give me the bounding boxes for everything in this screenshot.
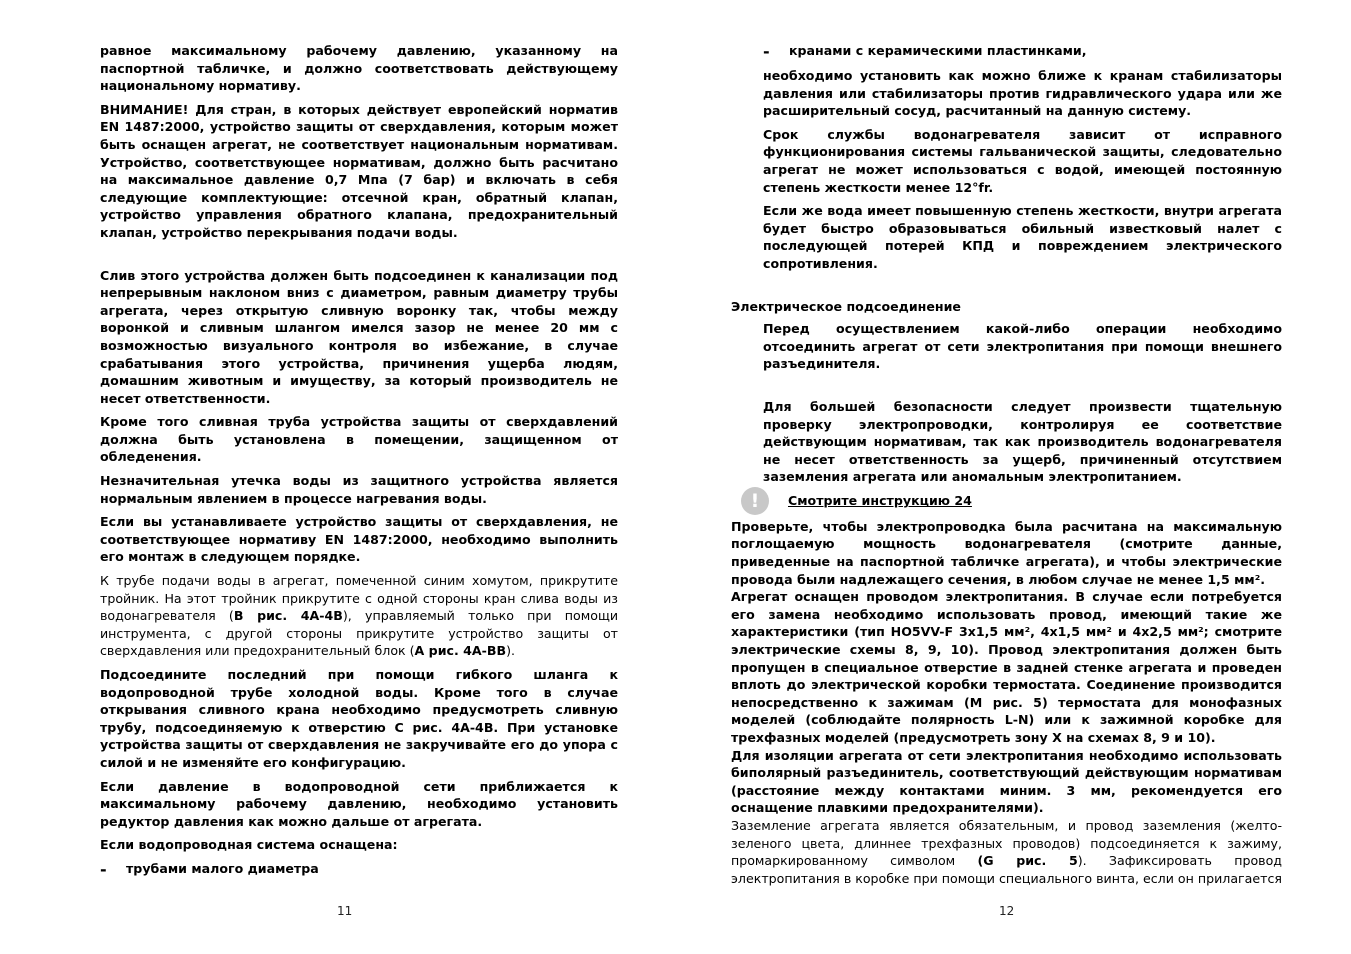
list-item-text: трубами малого диаметра bbox=[126, 860, 319, 876]
spacer bbox=[731, 373, 1282, 398]
spacer bbox=[731, 273, 1282, 298]
paragraph-hard-water: Если же вода имеет повышенную степень жесткости, внутри агрегата будет быстро образовываться обильный известковый налет с последующей потерей КПД и повреждением электрического сопротивления. bbox=[763, 203, 1282, 271]
exclamation-icon: ! bbox=[741, 487, 769, 515]
paragraph-check-wiring: Проверьте, чтобы электропроводка была расчитана на максимальную поглощаемую мощность водонагревателя (смотрите данные, приведенные на паспортной табличке агрегата), и чтобы электрические провода были надлежащего сечения, в любом случае не менее 1,5 мм². bbox=[731, 518, 1282, 587]
warning-row bbox=[741, 487, 1282, 515]
figure-ref-b: В рис. 4А-4В bbox=[233, 608, 343, 624]
paragraph-drain-pipe-frost: Кроме того сливная труба устройства защиты от сверхдавлений должна быть установлена в помещении, защищенном от обледенения. bbox=[100, 414, 618, 465]
figure-ref-a: А рис. 4А-ВВ bbox=[414, 643, 507, 659]
paragraph-pressure-reducer: Если давление в водопроводной сети приближается к максимальному рабочему давлению, необходимо установить редуктор давления как можно дальше от агрегата. bbox=[100, 778, 618, 829]
figure-ref-g: (G рис. 5 bbox=[977, 853, 1078, 869]
spacer bbox=[100, 242, 618, 267]
paragraph-safety-check: Для большей безопасности следует произвести тщательную проверку электропроводки, контролируя ее соответствие действующим нормативам, так как производитель водонагревателя не несет ответственность за ущерб, причиненный отсутствием заземления агрегата или аномальным электропитанием. bbox=[763, 398, 1282, 485]
tee-text-3: ). bbox=[506, 643, 516, 659]
paragraph-drain-connection: Слив этого устройства должен быть подсоединен к канализации под непрерывным наклоном вниз с диаметром, равным диаметру трубы агрегата, через открытую сливную воронку так, чтобы между воронкой и сливным шлангом имелся зазор не менее 20 мм с возможностью визуального контроля во избежание, в случае срабатывания этого устройства, причинения ущерба людям, домашним животным и имуществу, за который производитель не несет ответственности. bbox=[100, 267, 618, 406]
tee-text-2: ), управляемый только при помощи инструмента, с другой стороны прикрутите устройство защиты от сверхдавления или предохранительный блок ( bbox=[100, 608, 618, 659]
dash-marker: - bbox=[763, 42, 770, 61]
paragraph-disconnect-power: Перед осуществлением какой-либо операции необходимо отсоединить агрегат от сети электропитания при помощи внешнего разъединителя. bbox=[763, 321, 1282, 372]
paragraph-system-equipped: Если водопроводная система оснащена: bbox=[100, 837, 398, 853]
paragraph-pressure-plate: равное максимальному рабочему давлению, указанному на паспортной табличке, и должно соответствовать действующему национальному нормативу. bbox=[100, 43, 618, 94]
list-item-ceramic-taps bbox=[763, 42, 1282, 61]
paragraph-warning-en1487: ВНИМАНИЕ! Для стран, в которых действует европейский норматив EN 1487:2000, устройство защиты от сверхдавления, которым может быть оснащен агрегат, не соответствует национальным нормативам. Устройство, соответствующее нормативам, должно быть расчитано на максимальное давление 0,7 Мпа (7 бар) и включать в себя следующие комплектующие: отсечной кран, обратный клапан, устройство управления обратного клапана, предохранительный клапан, устройство перекрывания подачи воды. bbox=[100, 101, 618, 240]
paragraph-tee-fitting bbox=[100, 572, 618, 660]
paragraph-bipolar-switch: Для изоляции агрегата от сети электропитания необходимо использовать биполярный разъединитель, соответствующий действующим нормативам (расстояние между контактами миним. 3 мм, рекомендуется его оснащение плавкими предохранителями). bbox=[731, 747, 1282, 816]
grounding-text-2: ). Зафиксировать провод электропитания в коробке при помощи специального винта, если он прилагается bbox=[731, 853, 1283, 886]
list-item-text: кранами с керамическими пластинками, bbox=[789, 43, 1087, 58]
see-instruction-link[interactable]: Смотрите инструкцию 24 bbox=[788, 493, 972, 509]
paragraph-minor-leak: Незначительная утечка воды из защитного устройства является нормальным явлением в процессе нагревания воды. bbox=[100, 473, 618, 506]
paragraph-connect-hose: Подсоедините последний при помощи гибкого шланга к водопроводной трубе холодной воды. Кроме того в случае открывания сливного крана необходимо предусмотреть сливную трубу, подсоединяемую к отверстию С рис. 4А-4В. При установке устройства защиты от сверхдавления не закручивайте его до упора с силой и не изменяйте его конфигурацию. bbox=[100, 667, 618, 770]
paragraph-service-life: Срок службы водонагревателя зависит от исправного функционирования системы гальванической защиты, следовательно агрегат не может использоваться с водой, имеющей постоянную степень жесткости менее 12°fr. bbox=[763, 126, 1282, 195]
paragraph-install-order: Если вы устанавливаете устройство защиты от сверхдавления, не соответствующее нормативу EN 1487:2000, необходимо выполнить его монтаж в следующем порядке. bbox=[100, 514, 618, 565]
page-number-right: 12 bbox=[999, 904, 1015, 918]
paragraph-grounding bbox=[731, 817, 1282, 887]
paragraph-power-cable: Агрегат оснащен проводом электропитания. В случае если потребуется его замена необходимо использовать провод, имеющий такие же характеристики (тип НО5VV-F 3х1,5 мм², 4х1,5 мм² и 4х2,5 мм²; смотрите электрические схемы 8, 9, 10). Провод электропитания должен быть пропущен в специальное отверстие в задней стенке агрегата и проведен вплоть до электрической коробки термостата. Соединение производится непосредственно к зажимам (М рис. 5) термостата для монофазных моделей (соблюдайте полярность L-N) или к зажимной коробке для трехфазных моделей (предусмотреть зону Х на схемах 8, 9 и 10). bbox=[731, 589, 1282, 745]
grounding-text-1: Заземление агрегата является обязательным, и провод заземления (желто-зеленого цвета, длиннее трехфазных проводов) подсоединяется к зажиму, промаркированному символом bbox=[731, 817, 1282, 869]
right-page bbox=[731, 42, 1282, 887]
page-number-left: 11 bbox=[337, 904, 353, 918]
left-page bbox=[100, 42, 618, 879]
dash-marker: - bbox=[100, 859, 107, 879]
tee-text-1: К трубе подачи воды в агрегат, помеченной синим хомутом, прикрутите тройник. На этот тройник прикрутите с одной стороны кран слива воды из водонагревателя ( bbox=[100, 573, 618, 624]
section-heading-electrical: Электрическое подсоединение bbox=[731, 298, 961, 314]
list-item-small-pipes bbox=[100, 860, 618, 879]
paragraph-stabilizers: необходимо установить как можно ближе к кранам стабилизаторы давления или стабилизаторы против гидравлического удара или же расширительный сосуд, расчитанный на данную систему. bbox=[763, 68, 1282, 119]
